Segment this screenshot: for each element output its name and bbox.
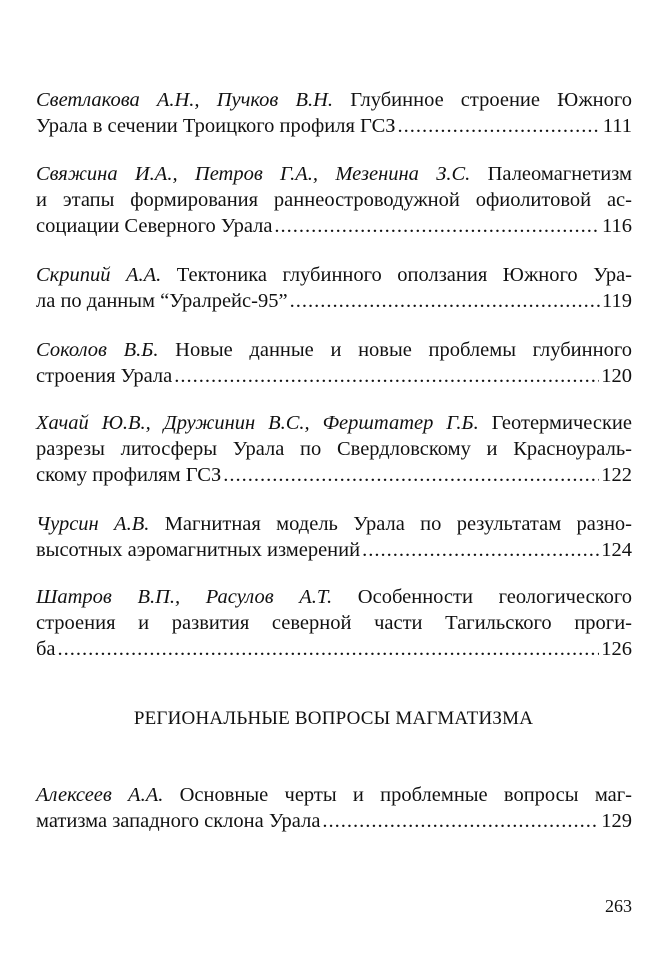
entry-authors: Чурсин А.В. (36, 513, 150, 535)
entry-page-ref: 124 (601, 539, 632, 561)
entry-title: социации Северного Урала (36, 215, 273, 237)
toc-line (36, 161, 632, 187)
entry-title: Особенности геологического (332, 586, 632, 608)
entry-title: ба (36, 638, 56, 660)
entry-authors: Светлакова А.Н., Пучков В.Н. (36, 89, 334, 111)
entry-page-ref: 116 (602, 215, 632, 237)
toc-entry (36, 782, 632, 834)
toc-line-with-page (36, 213, 632, 239)
entry-title: и этапы формирования раннеостроводужной офиолитовой ас- (36, 189, 632, 211)
toc-line (36, 187, 632, 213)
entry-title: Основные черты и проблемные вопросы маг- (163, 784, 632, 806)
dot-leader (174, 363, 599, 389)
entry-title: Урала в сечении Троицкого профиля ГСЗ (36, 115, 396, 137)
entry-title: Магнитная модель Урала по результатам разно- (149, 513, 632, 535)
toc-line-with-page (36, 462, 632, 488)
toc-entry (36, 410, 632, 488)
toc-line (36, 584, 632, 610)
entry-title: Новые данные и новые проблемы глубинного (158, 339, 632, 361)
toc-line (36, 511, 632, 537)
entry-authors: Скрипий А.А. (36, 264, 162, 286)
dot-leader (223, 462, 599, 488)
toc-entry (36, 87, 632, 139)
entry-authors: Хачай Ю.В., Дружинин В.С., Ферштатер Г.Б. (36, 412, 479, 434)
entry-title: Глубинное строение Южного (333, 89, 632, 111)
dot-leader (58, 636, 600, 662)
entry-page-ref: 126 (601, 638, 632, 660)
toc-line (36, 262, 632, 288)
toc-line (36, 87, 632, 113)
toc-entry (36, 337, 632, 389)
section-heading: РЕГИОНАЛЬНЫЕ ВОПРОСЫ МАГМАТИЗМА (133, 708, 534, 729)
toc-line-with-page (36, 363, 632, 389)
entry-title: Палеомагнетизм (470, 163, 632, 185)
toc-entry (36, 262, 632, 314)
toc-entry (36, 511, 632, 563)
toc-line-with-page (36, 288, 632, 314)
toc-line-with-page (36, 808, 632, 834)
dot-leader (322, 808, 599, 834)
entry-authors: Соколов В.Б. (36, 339, 159, 361)
entry-title: ла по данным “Уралрейс-95” (36, 290, 288, 312)
entry-page-ref: 129 (601, 810, 632, 832)
dot-leader (362, 537, 599, 563)
entry-page-ref: 119 (602, 290, 632, 312)
entry-title: высотных аэромагнитных измерений (36, 539, 361, 561)
page-number: 263 (605, 896, 632, 916)
entry-title: матизма западного склона Урала (36, 810, 321, 832)
entry-authors: Шатров В.П., Расулов А.Т. (36, 586, 333, 608)
entry-title: строения Урала (36, 365, 173, 387)
dot-leader (274, 213, 600, 239)
toc-line-with-page (36, 113, 632, 139)
entry-title: скому профилям ГСЗ (36, 464, 222, 486)
entry-authors: Свяжина И.А., Петров Г.А., Мезенина З.С. (36, 163, 471, 185)
entry-page-ref: 122 (601, 464, 632, 486)
entry-title: Тектоника глубинного оползания Южного Ура- (161, 264, 633, 286)
entry-title: Геотермические (478, 412, 632, 434)
dot-leader (398, 113, 601, 139)
toc-line (36, 436, 632, 462)
toc-line (36, 410, 632, 436)
toc-entry (36, 584, 632, 662)
toc-line-with-page (36, 636, 632, 662)
toc-line (36, 610, 632, 636)
dot-leader (290, 288, 600, 314)
entry-title: разрезы литосферы Урала по Свердловскому и Красноураль- (36, 438, 632, 460)
toc-entry (36, 161, 632, 239)
entry-authors: Алексеев А.А. (36, 784, 164, 806)
toc-line (36, 782, 632, 808)
entry-title: строения и развития северной части Тагильского проги- (36, 612, 632, 634)
toc-line-with-page (36, 537, 632, 563)
entry-page-ref: 111 (602, 115, 632, 137)
entry-page-ref: 120 (601, 365, 632, 387)
toc-line (36, 337, 632, 363)
